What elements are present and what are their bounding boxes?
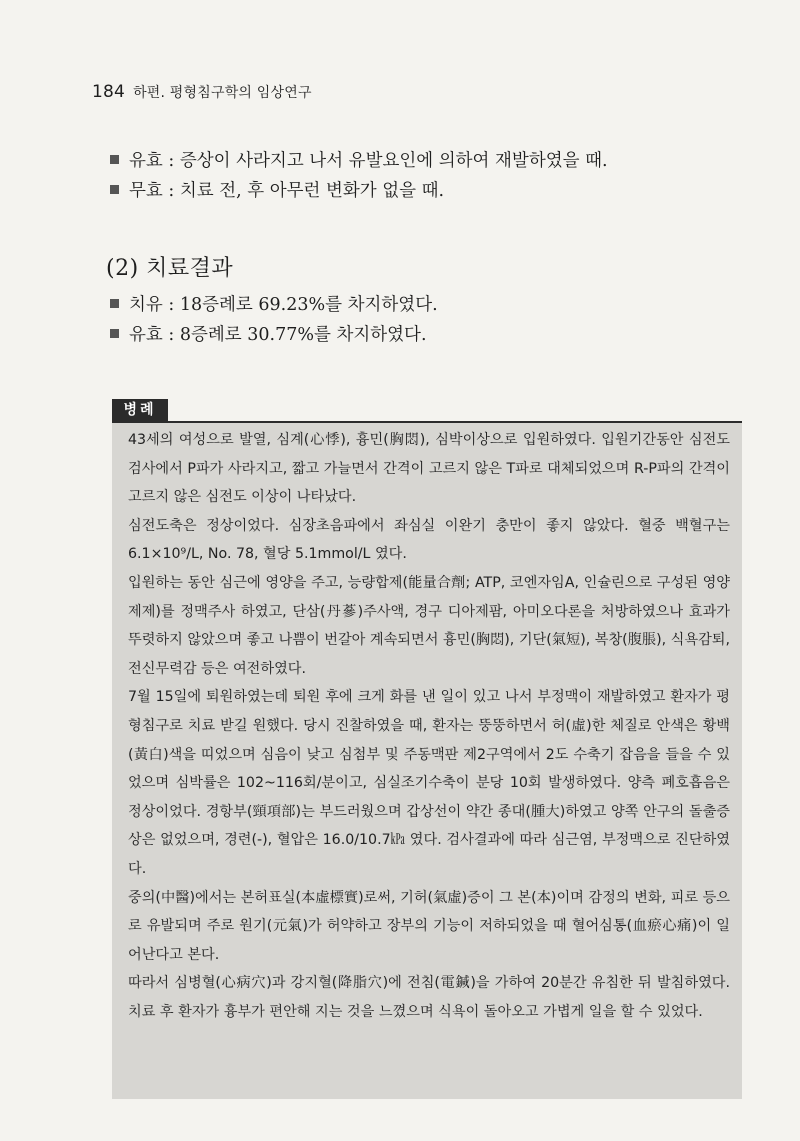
list-item: 유효 : 8증례로 30.77%를 차지하였다.: [110, 320, 750, 350]
case-label: 병례: [112, 399, 168, 421]
running-title: 하편. 평형침구학의 임상연구: [133, 85, 312, 101]
square-bullet-icon: [110, 185, 119, 194]
page-number: 184: [92, 82, 126, 102]
list-item: 무효 : 치료 전, 후 아무런 변화가 없을 때.: [110, 176, 750, 206]
case-report-box: [112, 421, 742, 1099]
square-bullet-icon: [110, 299, 119, 308]
running-header: [92, 82, 312, 102]
list-item: 치유 : 18증례로 69.23%를 차지하였다.: [110, 290, 750, 320]
section-title: (2) 치료결과: [106, 256, 234, 281]
case-paragraph: 43세의 여성으로 발열, 심계(心悸), 흉민(胸悶), 심박이상으로 입원하였다. 입원기간동안 심전도검사에서 P파가 사라지고, 짧고 가늘면서 간격이 고르지 않은 T파로 대체되었으며 R-P파의 간격이 고르지 않은 심전도 이상이 나타났다.: [128, 432, 730, 506]
results-list: [110, 290, 750, 350]
square-bullet-icon: [110, 329, 119, 338]
list-item: 유효 : 증상이 사라지고 나서 유발요인에 의하여 재발하였을 때.: [110, 146, 750, 176]
case-paragraph: 입원하는 동안 심근에 영양을 주고, 능량합제(能量合劑; ATP, 코엔자임A, 인슐린으로 구성된 영양제제)를 정맥주사 하였고, 단삼(丹蔘)주사액, 경구 디아제팜, 아미오다론을 처방하였으나 효과가 뚜렷하지 않았으며 좋고 나쁨이 번갈아 계속되면서 흉민(胸悶), 기단(氣短), 복창(腹脹), 식욕감퇴, 전신무력감 등은 여전하였다.: [128, 574, 730, 677]
case-paragraph: 7월 15일에 퇴원하였는데 퇴원 후에 크게 화를 낸 일이 있고 나서 부정맥이 재발하였고 환자가 평형침구로 치료 받길 원했다. 당시 진찰하였을 때, 환자는 뚱뚱하면서 허(虛)한 체질로 안색은 황백(黃白)색을 띠었으며 심음이 낮고 심첨부 및 주동맥판 제2구역에서 2도 수축기 잡음을 들을 수 있었으며 심박률은 102~116회/분이고, 심실조기수축이 분당 10회 발생하였다. 양측 폐호흡음은 정상이었다. 경항부(頸項部)는 부드러웠으며 갑상선이 약간 종대(腫大)하였고 양쪽 안구의 돌출증상은 없었으며, 경련(-), 혈압은 16.0/10.7㎪ 였다. 검사결과에 따라 심근염, 부정맥으로 진단하였다.: [128, 689, 730, 877]
criteria-list: [110, 146, 750, 206]
case-paragraph: 중의(中醫)에서는 본허표실(本虛標實)로써, 기허(氣虛)증이 그 본(本)이며 감정의 변화, 피로 등으로 유발되며 주로 원기(元氣)가 허약하고 장부의 기능이 저하되었을 때 혈어심통(血瘀心痛)이 일어난다고 본다.: [128, 889, 730, 963]
case-paragraph: 따라서 심병혈(心病穴)과 강지혈(降脂穴)에 전침(電鍼)을 가하여 20분간 유침한 뒤 발침하였다. 치료 후 환자가 흉부가 편안해 지는 것을 느꼈으며 식욕이 돌아오고 가볍게 일을 할 수 있었다.: [128, 975, 730, 1020]
case-paragraph: 심전도축은 정상이었다. 심장초음파에서 좌심실 이완기 충만이 좋지 않았다. 혈중 백혈구는 6.1×10⁹/L, No. 78, 혈당 5.1mmol/L 였다.: [128, 517, 730, 563]
square-bullet-icon: [110, 155, 119, 164]
